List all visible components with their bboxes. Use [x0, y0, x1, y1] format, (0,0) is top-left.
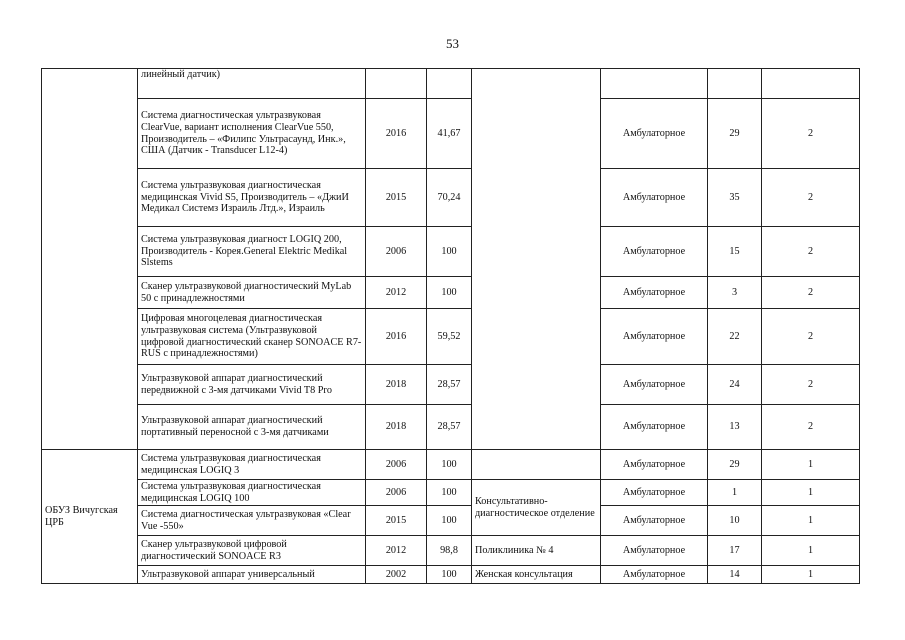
- count-cell: 1: [708, 480, 762, 506]
- care-type-cell: Амбулаторное: [601, 277, 708, 309]
- table-row: [42, 227, 860, 277]
- equipment-name: Система диагностическая ультразвуковая ClearVue, вариант исполнения ClearVue 550, Производитель – «Филипс Ультрасаунд, Инк.», США (Датчик - Transducer L12-4): [138, 99, 366, 169]
- wear-cell: 98,8: [427, 536, 472, 566]
- category-cell: 1: [762, 480, 860, 506]
- count-cell: 10: [708, 506, 762, 536]
- wear-cell: 100: [427, 450, 472, 480]
- year-cell: 2016: [366, 309, 427, 365]
- equipment-name: Система ультразвуковая диагностическая медицинская LOGIQ 3: [138, 450, 366, 480]
- year-cell: 2016: [366, 99, 427, 169]
- category-cell: 2: [762, 365, 860, 405]
- wear-cell: 28,57: [427, 405, 472, 450]
- count-cell: 35: [708, 169, 762, 227]
- year-cell: 2012: [366, 277, 427, 309]
- table-row: [42, 405, 860, 450]
- count-cell: [708, 69, 762, 99]
- year-cell: 2015: [366, 506, 427, 536]
- care-type-cell: Амбулаторное: [601, 169, 708, 227]
- equipment-name: линейный датчик): [138, 69, 366, 99]
- care-type-cell: Амбулаторное: [601, 365, 708, 405]
- table-row: [42, 480, 860, 506]
- year-cell: [366, 69, 427, 99]
- count-cell: 29: [708, 450, 762, 480]
- year-cell: 2006: [366, 480, 427, 506]
- category-cell: 1: [762, 506, 860, 536]
- equipment-table: [41, 68, 860, 584]
- wear-cell: 70,24: [427, 169, 472, 227]
- table-row: [42, 506, 860, 536]
- equipment-name: Ультразвуковой аппарат диагностический передвижной с 3-мя датчиками Vivid T8 Pro: [138, 365, 366, 405]
- dept-cell-blank: [472, 450, 601, 480]
- category-cell: 1: [762, 536, 860, 566]
- table-row: [42, 566, 860, 584]
- year-cell: 2018: [366, 405, 427, 450]
- equipment-name: Ультразвуковой аппарат универсальный: [138, 566, 366, 584]
- equipment-name: Система ультразвуковая диагност LOGIQ 200, Производитель - Корея.General Elektric Medikal Slstems: [138, 227, 366, 277]
- year-cell: 2006: [366, 450, 427, 480]
- year-cell: 2002: [366, 566, 427, 584]
- category-cell: 2: [762, 99, 860, 169]
- wear-cell: [427, 69, 472, 99]
- equipment-name: Система ультразвуковая диагностическая медицинская Vivid S5, Производитель – «ДжиИ Медикал Системз Израиль Лтд.», Израиль: [138, 169, 366, 227]
- dept-cell-consult: Консультативно-диагностическое отделение: [472, 480, 601, 536]
- org-cell-previous: [42, 69, 138, 450]
- wear-cell: 100: [427, 480, 472, 506]
- care-type-cell: [601, 69, 708, 99]
- table-row: [42, 277, 860, 309]
- category-cell: 2: [762, 309, 860, 365]
- care-type-cell: Амбулаторное: [601, 566, 708, 584]
- count-cell: 3: [708, 277, 762, 309]
- category-cell: 1: [762, 566, 860, 584]
- count-cell: 24: [708, 365, 762, 405]
- category-cell: 2: [762, 405, 860, 450]
- table-row: [42, 169, 860, 227]
- count-cell: 13: [708, 405, 762, 450]
- care-type-cell: Амбулаторное: [601, 536, 708, 566]
- category-cell: 2: [762, 169, 860, 227]
- wear-cell: 100: [427, 566, 472, 584]
- count-cell: 17: [708, 536, 762, 566]
- year-cell: 2015: [366, 169, 427, 227]
- dept-cell-women: Женская консультация: [472, 566, 601, 584]
- year-cell: 2018: [366, 365, 427, 405]
- equipment-name: Сканер ультразвуковой диагностический MyLab 50 с принадлежностями: [138, 277, 366, 309]
- table-row: [42, 450, 860, 480]
- category-cell: 1: [762, 450, 860, 480]
- table-row: [42, 536, 860, 566]
- care-type-cell: Амбулаторное: [601, 450, 708, 480]
- category-cell: [762, 69, 860, 99]
- wear-cell: 41,67: [427, 99, 472, 169]
- wear-cell: 59,52: [427, 309, 472, 365]
- care-type-cell: Амбулаторное: [601, 506, 708, 536]
- equipment-name: Сканер ультразвуковой цифровой диагностический SONOACE R3: [138, 536, 366, 566]
- table-row: [42, 99, 860, 169]
- care-type-cell: Амбулаторное: [601, 227, 708, 277]
- count-cell: 29: [708, 99, 762, 169]
- year-cell: 2012: [366, 536, 427, 566]
- count-cell: 22: [708, 309, 762, 365]
- dept-cell-previous: [472, 69, 601, 450]
- count-cell: 15: [708, 227, 762, 277]
- table-row: [42, 365, 860, 405]
- year-cell: 2006: [366, 227, 427, 277]
- care-type-cell: Амбулаторное: [601, 309, 708, 365]
- wear-cell: 100: [427, 227, 472, 277]
- table-row: [42, 309, 860, 365]
- equipment-name: Цифровая многоцелевая диагностическая ультразвуковая система (Ультразвуковой цифровой диагностический сканер SONOACE R7-RUS с принадлежностями): [138, 309, 366, 365]
- care-type-cell: Амбулаторное: [601, 99, 708, 169]
- wear-cell: 100: [427, 506, 472, 536]
- category-cell: 2: [762, 227, 860, 277]
- care-type-cell: Амбулаторное: [601, 405, 708, 450]
- wear-cell: 28,57: [427, 365, 472, 405]
- equipment-name: Система диагностическая ультразвуковая «Clear Vue -550»: [138, 506, 366, 536]
- table-row: [42, 69, 860, 99]
- count-cell: 14: [708, 566, 762, 584]
- equipment-name: Система ультразвуковая диагностическая медицинская LOGIQ 100: [138, 480, 366, 506]
- page-number: 53: [446, 36, 459, 51]
- org-cell-vichuga: ОБУЗ Вичугская ЦРБ: [42, 450, 138, 584]
- dept-cell-polyclinic: Поликлиника № 4: [472, 536, 601, 566]
- wear-cell: 100: [427, 277, 472, 309]
- category-cell: 2: [762, 277, 860, 309]
- equipment-name: Ультразвуковой аппарат диагностический портативный переносной с 3-мя датчиками: [138, 405, 366, 450]
- care-type-cell: Амбулаторное: [601, 480, 708, 506]
